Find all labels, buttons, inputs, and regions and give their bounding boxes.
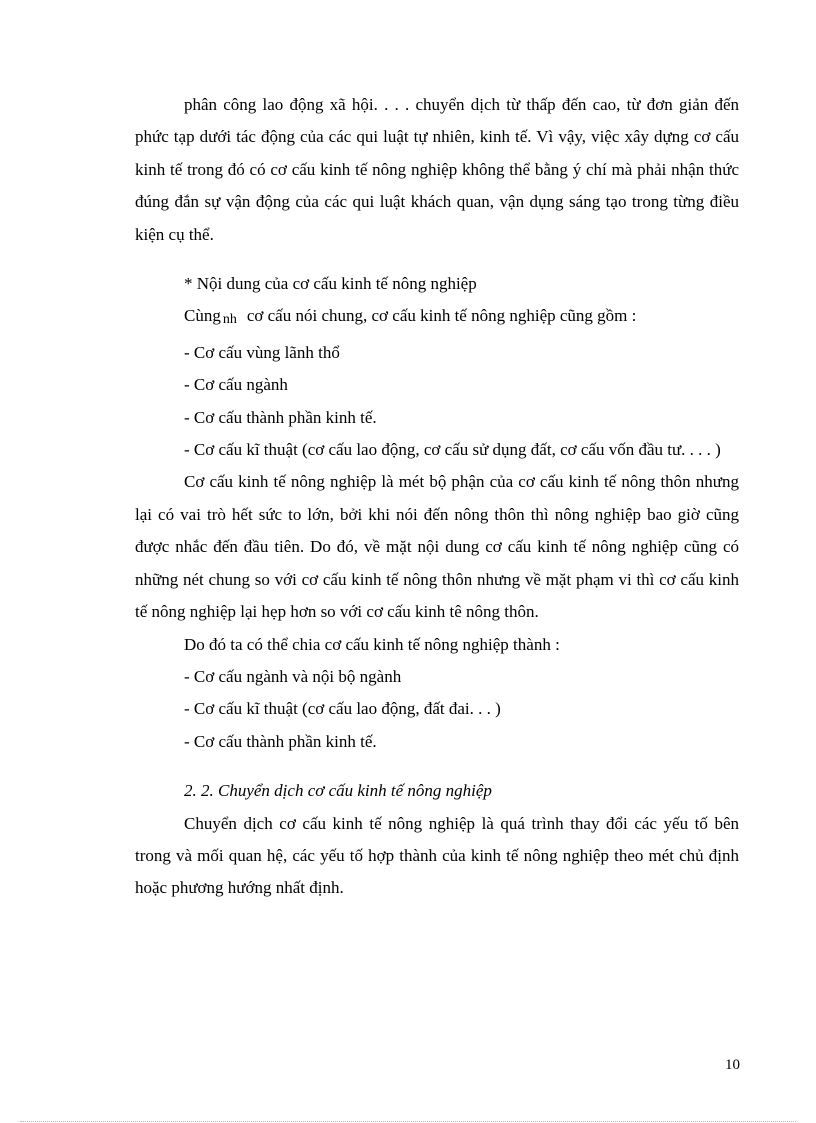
division-intro: Do đó ta có thể chia cơ cấu kinh tế nông nghiệp thành : [184, 634, 560, 654]
list-item: - Cơ cấu thành phần kinh tế. [184, 407, 377, 427]
list-item: - Cơ cấu kĩ thuật (cơ cấu lao động, đất đai. . . ) [184, 699, 501, 719]
paragraph-body: Cơ cấu kinh tế nông nghiệp là mét bộ phận của cơ cấu kinh tế nông thôn nhưng lại có vai trò hết sức to lớn, bởi khi nói đến nông thôn thì nông nghiệp bao giờ cũng được nhắc đến đầu tiên. Do đó, về mặt nội dung cơ cấu kinh tế nông nghiệp cũng có những nét chung so với cơ cấu kinh tế nông thôn nhưng về mặt phạm vi thì cơ cấu kinh tế nông nghiệp lại hẹp hơn so với cơ cấu kinh tê nông thôn. [135, 472, 739, 622]
paragraph-transition: Chuyển dịch cơ cấu kinh tế nông nghiệp là quá trình thay đổi các yếu tố bên trong và mối quan hệ, các yếu tố hợp thành của kinh tế nông nghiệp theo mét chủ định hoặc phương hướng nhất định. [135, 813, 739, 898]
page-bottom-divider [20, 1121, 796, 1122]
list-item: - Cơ cấu ngành [184, 375, 288, 395]
intro-line-rest: cơ cấu nói chung, cơ cấu kinh tế nông nghiệp cũng gồm : [246, 306, 637, 326]
page-number: 10 [725, 1057, 740, 1073]
intro-line-subscript: nh [222, 312, 237, 328]
paragraph-intro: phân công lao động xã hội. . . . chuyển dịch từ thấp đến cao, từ đơn giản đến phức tạp dưới tác động của các qui luật tự nhiên, kinh tế. Vì vậy, việc xây dựng cơ cấu kinh tế trong đó có cơ cấu kinh tế nông nghiệp không thể bằng ý chí mà phải nhận thức đúng đắn sự vận động của các qui luật khách quan, vận dụng sáng tạo trong từng điều kiện cụ thể. [135, 95, 739, 244]
list-item: - Cơ cấu thành phần kinh tế. [184, 731, 377, 751]
intro-line-start: Cùng [184, 306, 221, 326]
spacer [135, 758, 739, 775]
list-item: - Cơ cấu vùng lãnh thổ [184, 342, 340, 362]
list-item: - Cơ cấu ngành và nội bộ ngành [184, 666, 402, 686]
spacer [135, 251, 739, 268]
content-heading: * Nội dung của cơ cấu kinh tế nông nghiệp [184, 274, 477, 294]
list-item: - Cơ cấu kĩ thuật (cơ cấu lao động, cơ cấu sử dụng đất, cơ cấu vốn đầu tư. . . . ) [184, 440, 721, 460]
intro-line [135, 300, 739, 336]
section-heading: 2. 2. Chuyển dịch cơ cấu kinh tế nông nghiệp [184, 781, 492, 801]
body-text [135, 89, 739, 905]
